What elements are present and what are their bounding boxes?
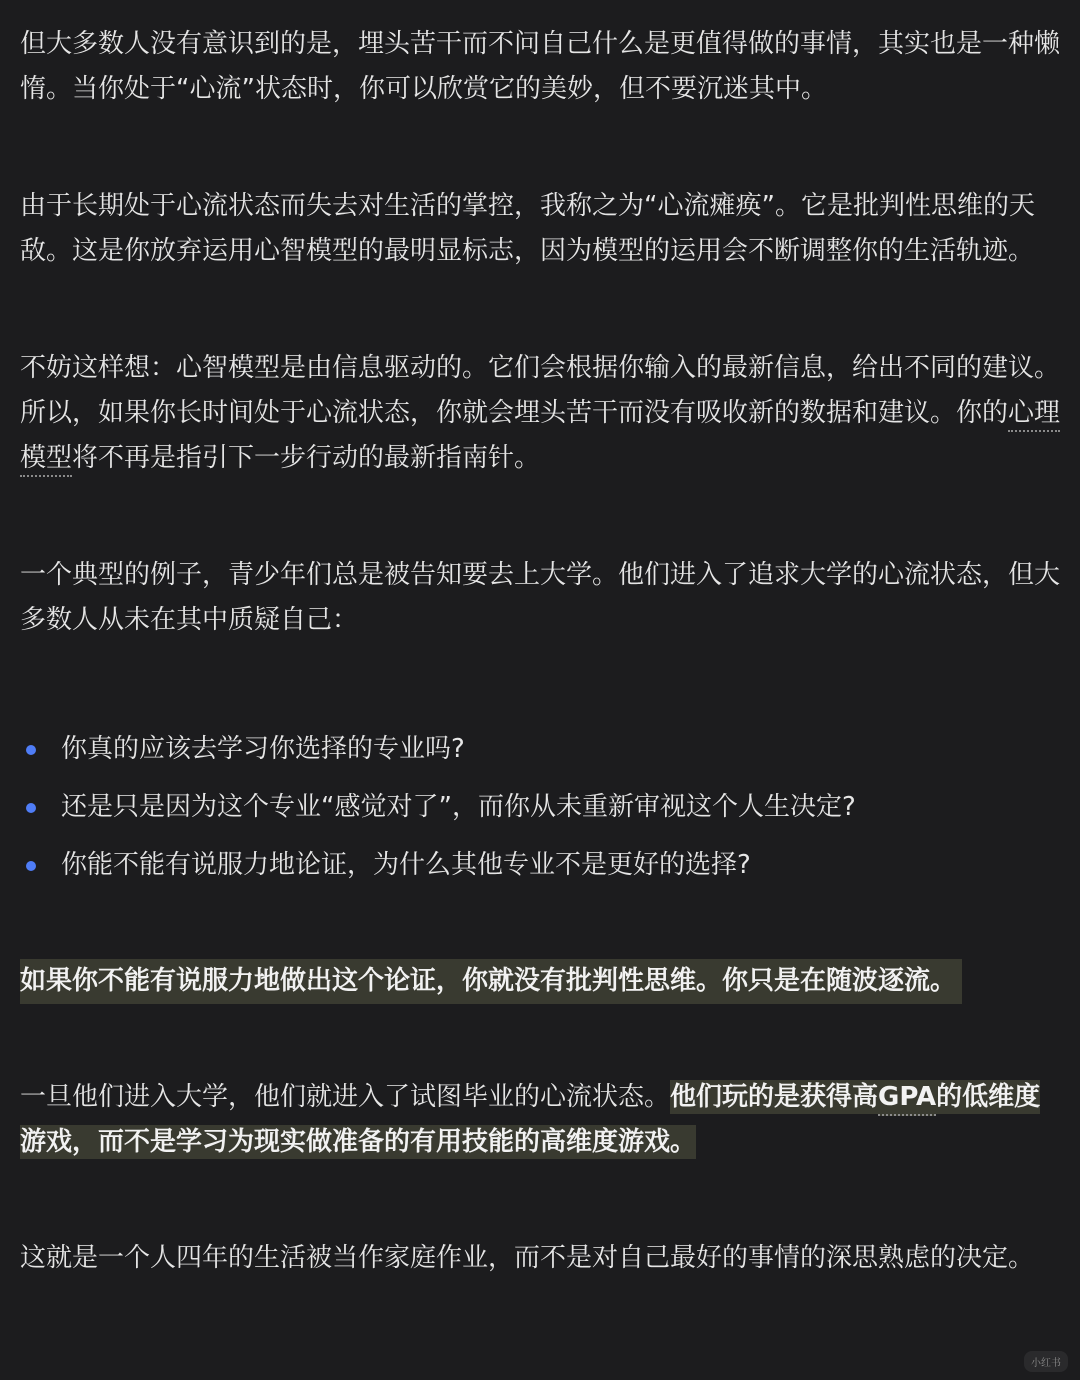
highlighted-text-a: 他们玩的是获得高 — [670, 1082, 879, 1112]
paragraph-3-text-a: 不妨这样想：心智模型是由信息驱动的。它们会根据你输入的最新信息，给出不同的建议。所以，如果你长时间处于心流状态，你就会埋头苦干而没有吸收新的数据和建议。你的 — [20, 353, 1061, 428]
paragraph-6-text: 一旦他们进入大学，他们就进入了试图毕业的心流状态。 — [20, 1082, 671, 1112]
paragraph-3-text-b: 将不再是指引下一步行动的最新指南针。 — [72, 443, 541, 473]
bullet-icon — [26, 861, 36, 871]
highlighted-conclusion: 如果你不能有说服力地做出这个论证，你就没有批判性思维。你只是在随波逐流。 — [20, 959, 962, 1004]
watermark-logo: 小红书 — [1024, 1351, 1068, 1372]
bullet-icon — [26, 803, 36, 813]
paragraph-1: 但大多数人没有意识到的是，埋头苦干而不问自己什么是更值得做的事情，其实也是一种懒惰。当你处于“心流”状态时，你可以欣赏它的美妙，但不要沉迷其中。 — [20, 29, 1061, 104]
list-item-text: 还是只是因为这个专业“感觉对了”，而你从未重新审视这个人生决定? — [61, 792, 856, 822]
article-body — [20, 22, 1065, 1281]
paragraph-5 — [20, 959, 1065, 1004]
list-item-text: 你能不能有说服力地论证，为什么其他专业不是更好的选择? — [61, 850, 751, 880]
list-item-text: 你真的应该去学习你选择的专业吗? — [61, 734, 465, 764]
paragraph-7: 这就是一个人四年的生活被当作家庭作业，而不是对自己最好的事情的深思熟虑的决定。 — [20, 1243, 1035, 1273]
list-item — [20, 785, 1065, 830]
gpa-link[interactable]: GPA — [878, 1080, 936, 1116]
list-item — [20, 727, 1065, 772]
paragraph-2: 由于长期处于心流状态而失去对生活的掌控，我称之为“心流瘫痪”。它是批判性思维的天敌。这是你放弃运用心智模型的最明显标志，因为模型的运用会不断调整你的生活轨迹。 — [20, 191, 1035, 266]
paragraph-3 — [20, 346, 1065, 481]
list-item — [20, 843, 1065, 888]
paragraph-4: 一个典型的例子，青少年们总是被告知要去上大学。他们进入了追求大学的心流状态，但大多数人从未在其中质疑自己： — [20, 560, 1061, 635]
bullet-icon — [26, 745, 36, 755]
question-list — [20, 727, 1065, 888]
paragraph-6 — [20, 1075, 1065, 1165]
mental-model-link[interactable]: 心理模型 — [20, 398, 1060, 477]
highlighted-text-b: 的低维度游戏，而不是学习为现实做准备的有用技能的高维度游戏。 — [20, 1082, 1041, 1157]
